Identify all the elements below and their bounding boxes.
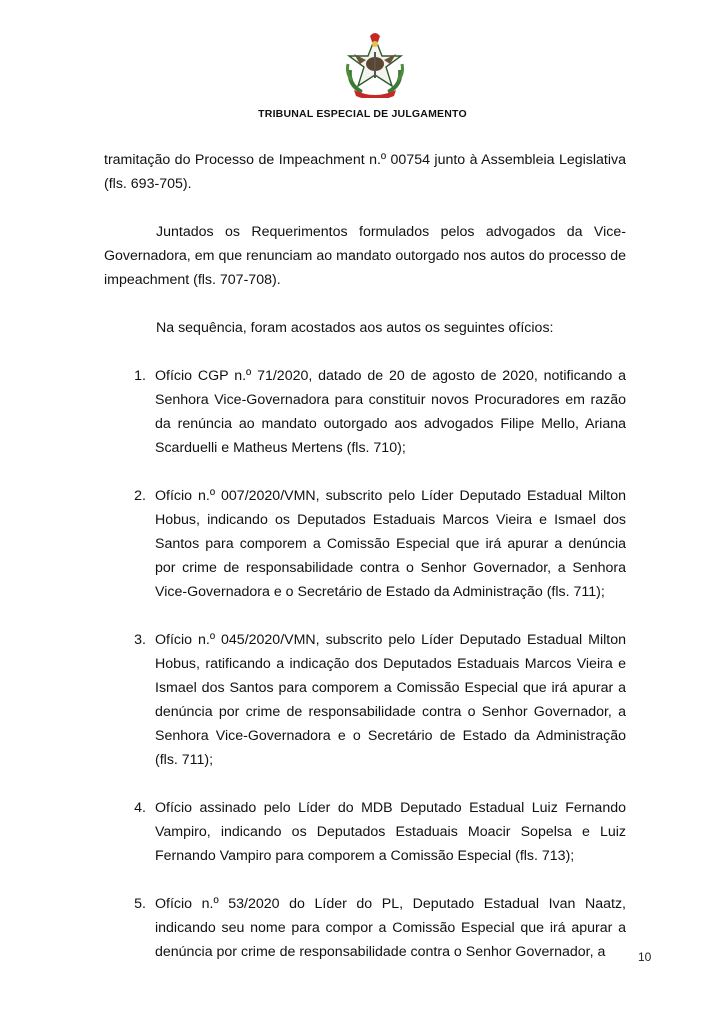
list-item (104, 892, 626, 964)
header-title: TRIBUNAL ESPECIAL DE JULGAMENTO (258, 108, 467, 120)
list-item-text: Ofício n.º 045/2020/VMN, subscrito pelo Líder Deputado Estadual Milton Hobus, ratificando a indicação dos Deputados Estaduais Marcos Vieira e Ismael dos Santos para comporem a Comissão Especial que irá apurar a denúncia por crime de responsabilidade contra o Senhor Governador, a Senhora Vice-Governadora e o Secretário de Estado da Administração (fls. 711); (155, 632, 626, 768)
list-item-number: 5. (134, 896, 146, 912)
list-item-number: 4. (134, 800, 146, 816)
list-item-text: Ofício n.º 53/2020 do Líder do PL, Deputado Estadual Ivan Naatz, indicando seu nome para compor a Comissão Especial que irá apurar a denúncia por crime de responsabilidade contra o Senhor Governador, a (155, 896, 626, 960)
list-item-number: 2. (134, 488, 146, 504)
list-item (104, 484, 626, 604)
oficios-list (104, 364, 626, 964)
paragraph-requerimentos: Juntados os Requerimentos formulados pelos advogados da Vice-Governadora, em que renunciam ao mandato outorgado nos autos do processo de impeachment (fls. 707-708). (104, 224, 626, 288)
paragraph-continuation: tramitação do Processo de Impeachment n.º 00754 junto à Assembleia Legislativa (fls. 693-705). (104, 152, 626, 192)
list-item-text: Ofício n.º 007/2020/VMN, subscrito pelo Líder Deputado Estadual Milton Hobus, indicando os Deputados Estaduais Marcos Vieira e Ismael dos Santos para comporem a Comissão Especial que irá apurar a denúncia por crime de responsabilidade contra o Senhor Governador, a Senhora Vice-Governadora e o Secretário de Estado da Administração (fls. 711); (155, 488, 626, 600)
list-item (104, 796, 626, 868)
page-number: 10 (638, 950, 652, 964)
list-item-text: Ofício CGP n.º 71/2020, datado de 20 de agosto de 2020, notificando a Senhora Vice-Governadora para constituir novos Procuradores em razão da renúncia ao mandato outorgado aos advogados Filipe Mello, Ariana Scarduelli e Matheus Mertens (fls. 710); (155, 368, 626, 456)
list-item-number: 1. (134, 368, 146, 384)
list-item (104, 628, 626, 772)
list-item-number: 3. (134, 632, 146, 648)
paragraph-sequencia: Na sequência, foram acostados aos autos os seguintes ofícios: (156, 320, 554, 336)
list-item-text: Ofício assinado pelo Líder do MDB Deputado Estadual Luiz Fernando Vampiro, indicando os Deputados Estaduais Moacir Sopelsa e Luiz Fernando Vampiro para comporem a Comissão Especial (fls. 713); (155, 800, 626, 864)
santa-catarina-coat-of-arms-icon (340, 30, 410, 98)
document-body (104, 148, 626, 988)
list-item (104, 364, 626, 460)
